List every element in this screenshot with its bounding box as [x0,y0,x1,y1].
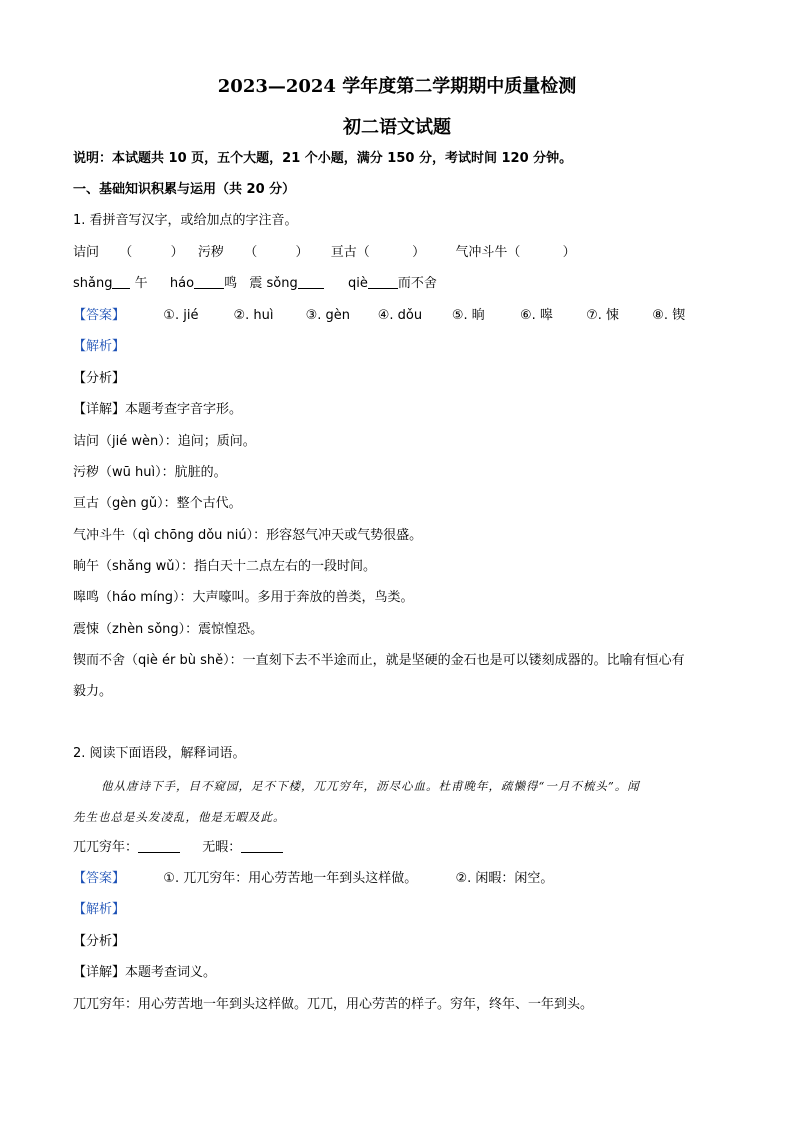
fenxi-tag: 【分析】 [73,934,126,949]
question-2-answer [73,870,734,888]
word-zhensong: 震 sǒng [249,276,298,291]
passage-line: 他从唐诗下手，目不窥园，足不下楼，兀兀穷年，沥尽心血。杜甫晚年，疏懒得“一月不梳头”。闻 [101,779,640,793]
answer-tag: 【答案】 [73,871,126,886]
word-gengu: 亘古（ [330,245,370,260]
answer-item: ②. 闲暇：闲空。 [455,871,554,886]
exam-title: 2023—2024 学年度第二学期期中质量检测 [217,76,577,97]
answer-item: ④. dǒu [377,308,423,323]
pinyin-hao: háo [169,276,195,291]
answer-blank[interactable] [241,839,283,853]
fill-label: 兀兀穷年： [73,840,139,855]
word-wuhui: 污秽 [197,245,224,260]
detail-tag: 【详解】 [73,965,126,980]
word-erbushe: 而不舍 [397,276,437,291]
detail-intro-text: 本题考查字音字形。 [125,402,243,417]
char-wu: 午 [134,276,148,291]
char-ming: 鸣 [224,276,238,291]
analysis-tag: 【解析】 [73,902,126,917]
answer-item: ②. huì [233,308,274,323]
exam-subtitle: 初二语文试题 [343,117,451,138]
pinyin-qie: qiè [348,276,368,291]
paren-close: ） [295,245,309,260]
detail-line: 气冲斗牛（qì chōng dǒu niú）：形容怒气冲天或气势很盛。 [73,528,423,543]
question-1-row2 [73,275,734,293]
detail-line: 诘问（jié wèn）：追问；质问。 [73,434,256,449]
detail-line: 毅力。 [73,684,113,699]
question-1-answer [73,307,734,325]
detail-line: 兀兀穷年：用心劳苦地一年到头这样做。兀兀，用心劳苦的样子。穷年，终年、一年到头。 [73,997,594,1012]
detail-intro [73,401,734,419]
paren-open: （ [119,245,133,260]
detail-line: 晌午（shǎng wǔ）：指白天十二点左右的一段时间。 [73,559,376,574]
answer-item: ①. 兀兀穷年：用心劳苦地一年到头这样做。 [163,871,418,886]
pinyin-shang: shǎng [73,276,113,291]
detail-line: 污秽（wū huì）：肮脏的。 [73,465,227,480]
exam-instructions: 说明：本试题共 10 页，五个大题，21 个小题，满分 150 分，考试时间 120 分钟。 [73,151,573,166]
answer-tag: 【答案】 [73,308,126,323]
answer-item: ⑤. 晌 [451,308,485,323]
answer-item: ①. jié [163,308,199,323]
passage-line: 先生也总是头发凌乱，他是无暇及此。 [73,810,286,824]
paren-close: ） [412,245,426,260]
detail-tag: 【详解】 [73,402,126,417]
analysis-tag: 【解析】 [73,339,126,354]
detail-line: 嗥鸣（háo míng）：大声嚎叫。多用于奔放的兽类，鸟类。 [73,590,414,605]
fill-label: 无暇： [202,840,242,855]
answer-item: ⑦. 悚 [586,308,620,323]
question-2-stem: 2. 阅读下面语段，解释词语。 [73,746,246,761]
detail-line: 锲而不舍（qiè ér bù shě）：一直刻下去不半途而止，就是坚硬的金石也是可以镂刻成器的。比喻有恒心有 [73,653,685,668]
paren-close: ） [562,245,576,260]
paren-close: ） [170,245,184,260]
detail-line: 亘古（gèn gǔ）：整个古代。 [73,496,242,511]
question-2-fill [73,839,734,857]
answer-item: ⑧. 锲 [652,308,686,323]
detail-intro [73,964,734,982]
section-heading: 一、基础知识积累与运用（共 20 分） [73,182,296,197]
detail-intro-text: 本题考查词义。 [125,965,217,980]
answer-blank[interactable] [138,839,180,853]
answer-item: ⑥. 嗥 [520,308,553,323]
detail-line: 震悚（zhèn sǒng）：震惊惶恐。 [73,622,264,637]
word-qichongdouniu: 气冲斗牛（ [455,245,521,260]
fenxi-tag: 【分析】 [73,371,126,386]
question-1-stem: 1. 看拼音写汉字，或给加点的字注音。 [73,213,298,228]
answer-item: ③. gèn [305,308,350,323]
word-jiewen: 诘问 [73,245,100,260]
question-1-row1 [73,244,734,262]
paren-open: （ [244,245,258,260]
